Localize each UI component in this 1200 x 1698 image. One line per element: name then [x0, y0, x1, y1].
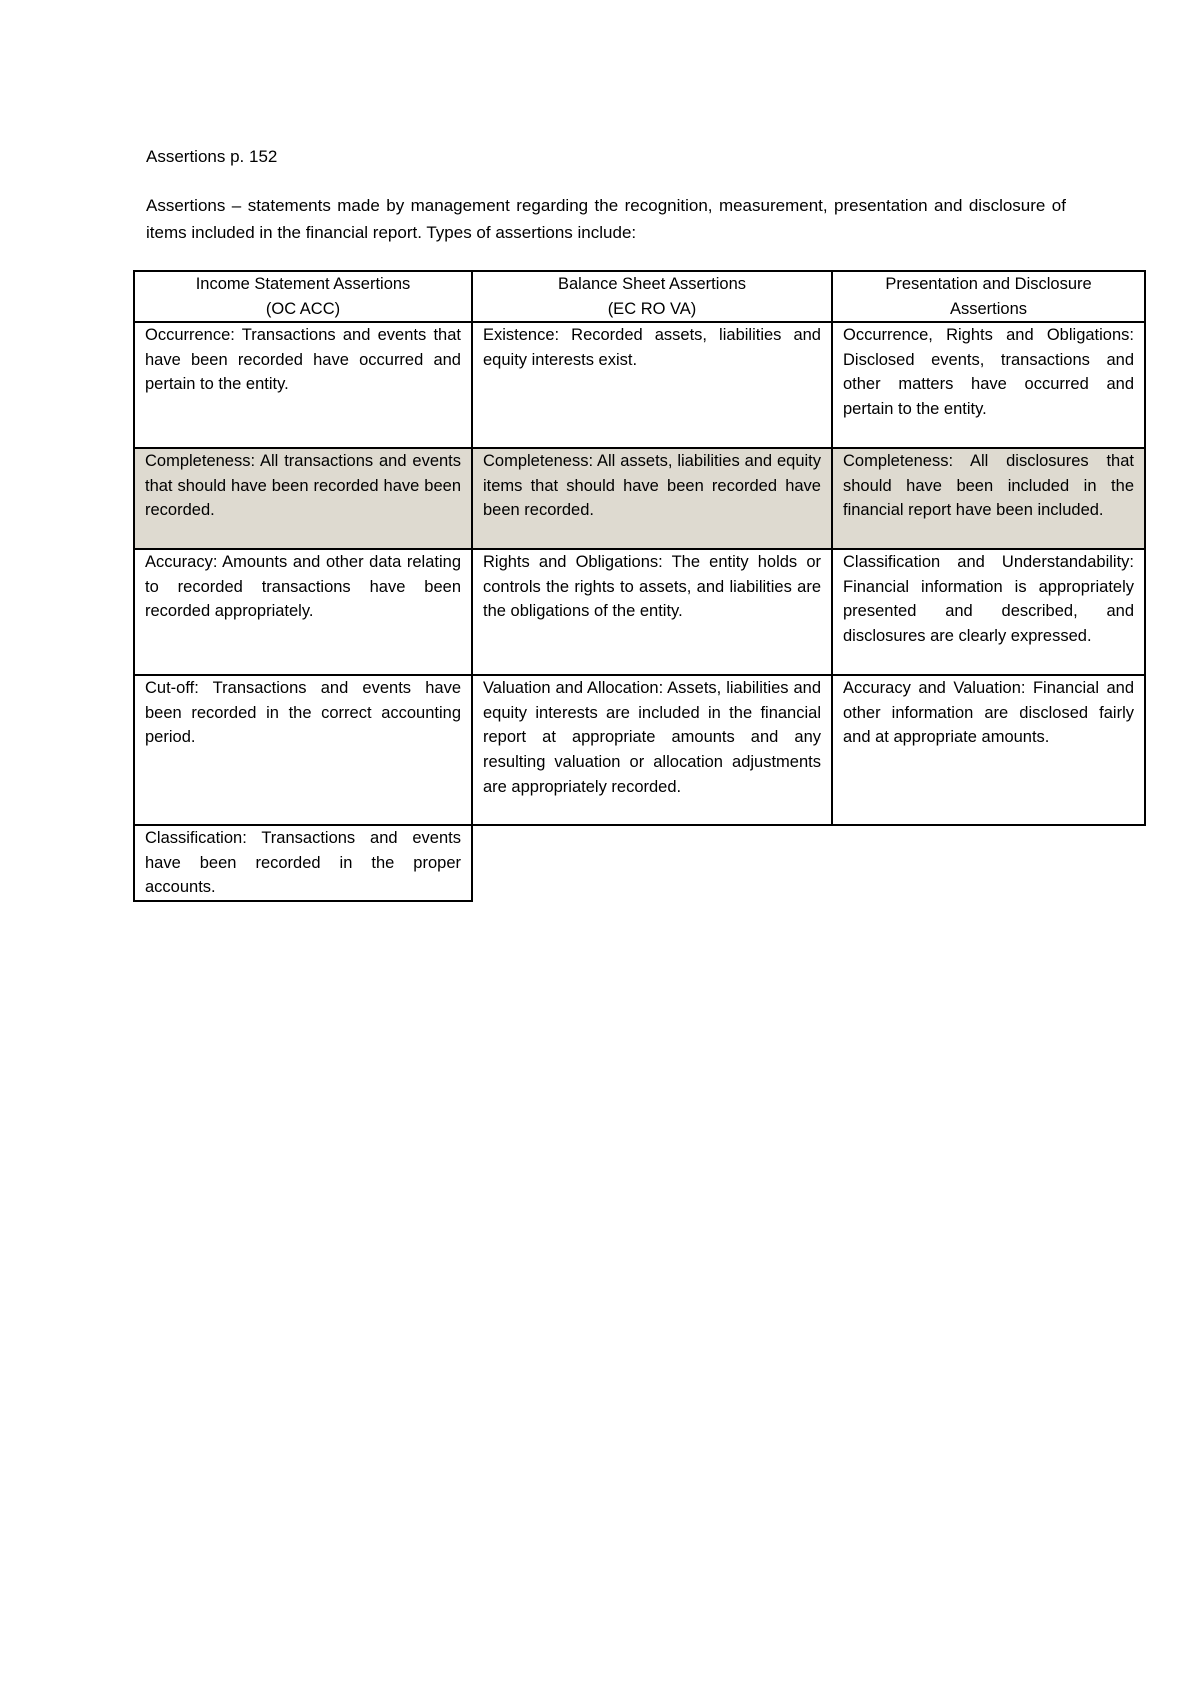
table-cell: Classification: Transactions and events have been recorded in the proper accounts. [134, 825, 472, 901]
header-line: Income Statement Assertions [195, 275, 411, 293]
header-balance-sheet [472, 271, 832, 322]
table-cell: Valuation and Allocation: Assets, liabilities and equity interests are included in the financial report at appropriate amounts and any resulting valuation or allocation adjustments are appropriately recorded. [472, 675, 832, 825]
empty-cell [832, 825, 1145, 901]
table-cell: Completeness: All assets, liabilities and equity items that should have been recorded have been recorded. [472, 448, 832, 549]
table-cell: Occurrence, Rights and Obligations: Disclosed events, transactions and other matters have occurred and pertain to the entity. [832, 322, 1145, 448]
header-income-statement [134, 271, 472, 322]
table-row [134, 675, 1145, 825]
table-cell: Rights and Obligations: The entity holds or controls the rights to assets, and liabilities are the obligations of the entity. [472, 549, 832, 675]
table-row [134, 322, 1145, 448]
table-cell: Completeness: All transactions and events that should have been recorded have been recorded. [134, 448, 472, 549]
assertions-table [133, 270, 1146, 902]
table-cell: Existence: Recorded assets, liabilities and equity interests exist. [472, 322, 832, 448]
intro-paragraph: Assertions – statements made by management regarding the recognition, measurement, presentation and disclosure of items included in the financial report. Types of assertions include: [146, 196, 1066, 242]
header-line: (EC RO VA) [607, 299, 697, 318]
header-line: Balance Sheet Assertions [557, 275, 747, 293]
header-line: Assertions [949, 299, 1028, 318]
table-cell: Cut-off: Transactions and events have been recorded in the correct accounting period. [134, 675, 472, 825]
table-cell: Occurrence: Transactions and events that have been recorded have occurred and pertain to the entity. [134, 322, 472, 448]
empty-cell [472, 825, 832, 901]
table-cell: Classification and Understandability: Financial information is appropriately presented and described, and disclosures are clearly expressed. [832, 549, 1145, 675]
header-presentation-disclosure [832, 271, 1145, 322]
table-row-shaded [134, 448, 1145, 549]
table-cell: Completeness: All disclosures that should have been included in the financial report have been included. [832, 448, 1145, 549]
table-row [134, 825, 1145, 901]
table-cell: Accuracy: Amounts and other data relating to recorded transactions have been recorded appropriately. [134, 549, 472, 675]
table-header-row [134, 271, 1145, 322]
page-title: Assertions p. 152 [146, 147, 278, 166]
header-line: Presentation and Disclosure [885, 275, 1092, 293]
table-cell: Accuracy and Valuation: Financial and other information are disclosed fairly and at appropriate amounts. [832, 675, 1145, 825]
header-line: (OC ACC) [265, 299, 341, 318]
table-row [134, 549, 1145, 675]
